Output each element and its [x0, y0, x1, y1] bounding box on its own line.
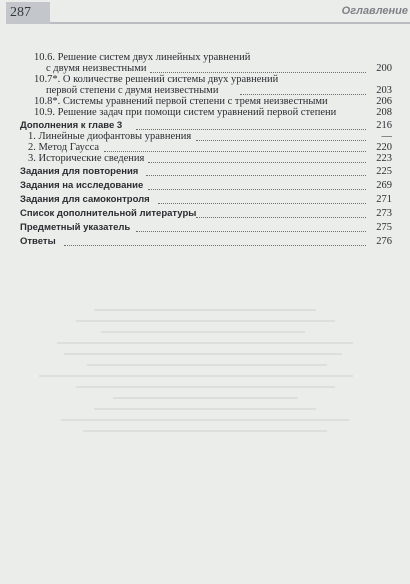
toc-page-gauss: 220 [376, 142, 392, 153]
toc-page-review-tasks: 225 [376, 166, 392, 177]
section-title: Оглавление [341, 5, 408, 17]
toc-page-research-tasks: 269 [376, 180, 392, 191]
toc-page-history: 223 [376, 153, 392, 164]
toc-entry-10-7-line2: первой степени с двумя неизвестными [46, 85, 219, 96]
toc-page-10-8: 206 [376, 96, 392, 107]
toc-entry-10-6-line2: с двумя неизвестными [46, 63, 147, 74]
leader-dots [148, 189, 366, 190]
leader-dots [64, 245, 366, 246]
toc-page-appendix-ch3: 216 [376, 120, 392, 131]
leader-dots [148, 162, 366, 163]
leader-dots [150, 72, 366, 73]
leader-dots [136, 231, 366, 232]
toc-entry-history: 3. Исторические сведения [28, 153, 145, 164]
toc-entry-review-tasks: Задания для повторения [20, 166, 139, 177]
toc-page-bibliography: 273 [376, 208, 392, 219]
toc-page-10-7: 203 [376, 85, 392, 96]
toc-entry-10-6-line1: 10.6. Решение систем двух линейных уравнений [34, 52, 251, 63]
toc-entry-self-control: Задания для самоконтроля [20, 194, 150, 205]
toc-entry-answers: Ответы [20, 236, 56, 247]
toc-page-self-control: 271 [376, 194, 392, 205]
toc-entry-appendix-ch3: Дополнения к главе 3 [20, 120, 123, 131]
leader-dots [104, 151, 366, 152]
leader-dots [146, 175, 366, 176]
toc-entry-index: Предметный указатель [20, 222, 131, 233]
leader-dots [196, 140, 366, 141]
toc-page-index: 275 [376, 222, 392, 233]
leader-dots [136, 129, 366, 130]
toc-entry-bibliography: Список дополнительной литературы [20, 208, 197, 219]
toc-entry-gauss: 2. Метод Гаусса [28, 142, 100, 153]
toc-page-answers: 276 [376, 236, 392, 247]
toc-page-10-6: 200 [376, 63, 392, 74]
toc-page-diophantine: — [381, 131, 392, 142]
toc-entry-10-8: 10.8*. Системы уравнений первой степени с тремя неизвестными [34, 96, 328, 107]
toc-page-10-9: 208 [376, 107, 392, 118]
toc-entry-diophantine: 1. Линейные диофантовы уравнения [28, 131, 192, 142]
page-number: 287 [6, 2, 50, 24]
leader-dots [196, 217, 366, 218]
toc-entry-10-9: 10.9. Решение задач при помощи систем уравнений первой степени [34, 107, 337, 118]
reverse-side-bleed-through [20, 300, 390, 550]
leader-dots [158, 203, 366, 204]
leader-dots [240, 94, 366, 95]
toc-entry-10-7-line1: 10.7*. О количестве решений системы двух уравнений [34, 74, 279, 85]
toc-entry-research-tasks: Задания на исследование [20, 180, 144, 191]
